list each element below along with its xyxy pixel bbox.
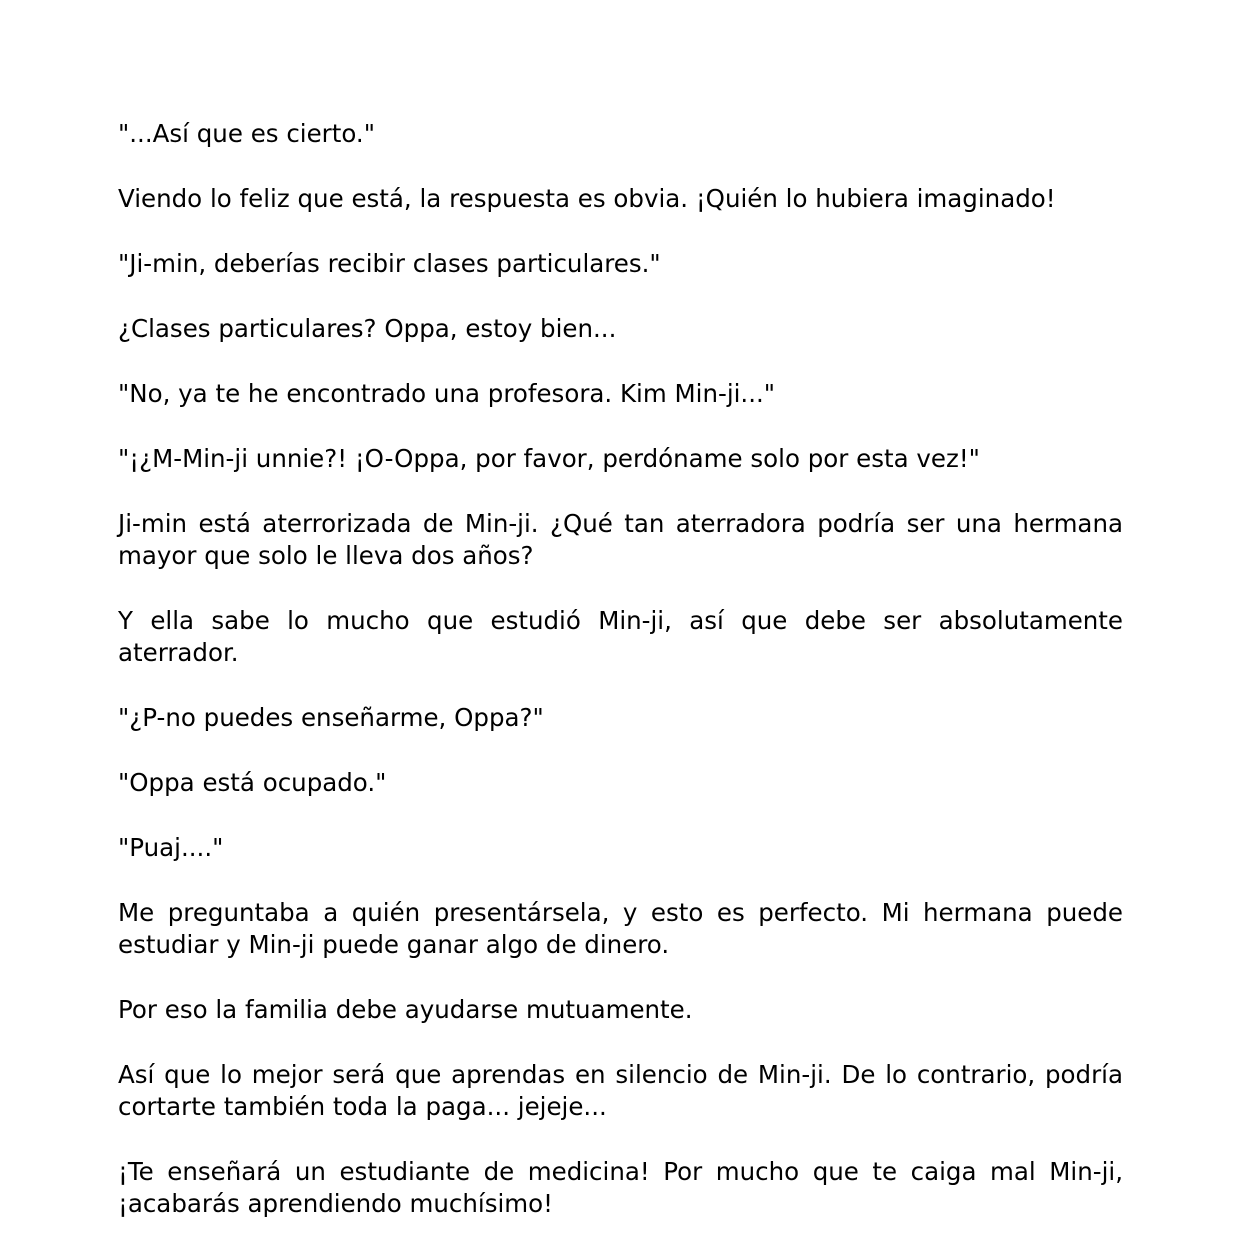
paragraph: "¿P-no puedes enseñarme, Oppa?": [118, 703, 544, 732]
paragraph: ¿Clases particulares? Oppa, estoy bien...: [118, 314, 617, 343]
paragraph: Así que lo mejor será que aprendas en silencio de Min-ji. De lo contrario, podría cortarte también toda la paga... jejeje...: [118, 1060, 1123, 1121]
paragraph: Me preguntaba a quién presentársela, y esto es perfecto. Mi hermana puede estudiar y Min-ji puede ganar algo de dinero.: [118, 898, 1123, 959]
paragraph: Ji-min está aterrorizada de Min-ji. ¿Qué tan aterradora podría ser una hermana mayor que solo le lleva dos años?: [118, 509, 1123, 570]
paragraph: Viendo lo feliz que está, la respuesta es obvia. ¡Quién lo hubiera imaginado!: [118, 184, 1056, 213]
paragraph: "Ji-min, deberías recibir clases particulares.": [118, 249, 661, 278]
text-body: [118, 118, 1123, 1253]
paragraph: "No, ya te he encontrado una profesora. Kim Min-ji...": [118, 379, 776, 408]
paragraph: "¡¿M-Min-ji unnie?! ¡O-Oppa, por favor, perdóname solo por esta vez!": [118, 444, 980, 473]
paragraph: "...Así que es cierto.": [118, 119, 375, 148]
paragraph: Y ella sabe lo mucho que estudió Min-ji, así que debe ser absolutamente aterrador.: [118, 606, 1123, 667]
paragraph: Por eso la familia debe ayudarse mutuamente.: [118, 995, 693, 1024]
paragraph: "Oppa está ocupado.": [118, 768, 387, 797]
paragraph: "Puaj....": [118, 833, 224, 862]
paragraph: ¡Te enseñará un estudiante de medicina! Por mucho que te caiga mal Min-ji, ¡acabarás aprendiendo muchísimo!: [118, 1157, 1123, 1218]
